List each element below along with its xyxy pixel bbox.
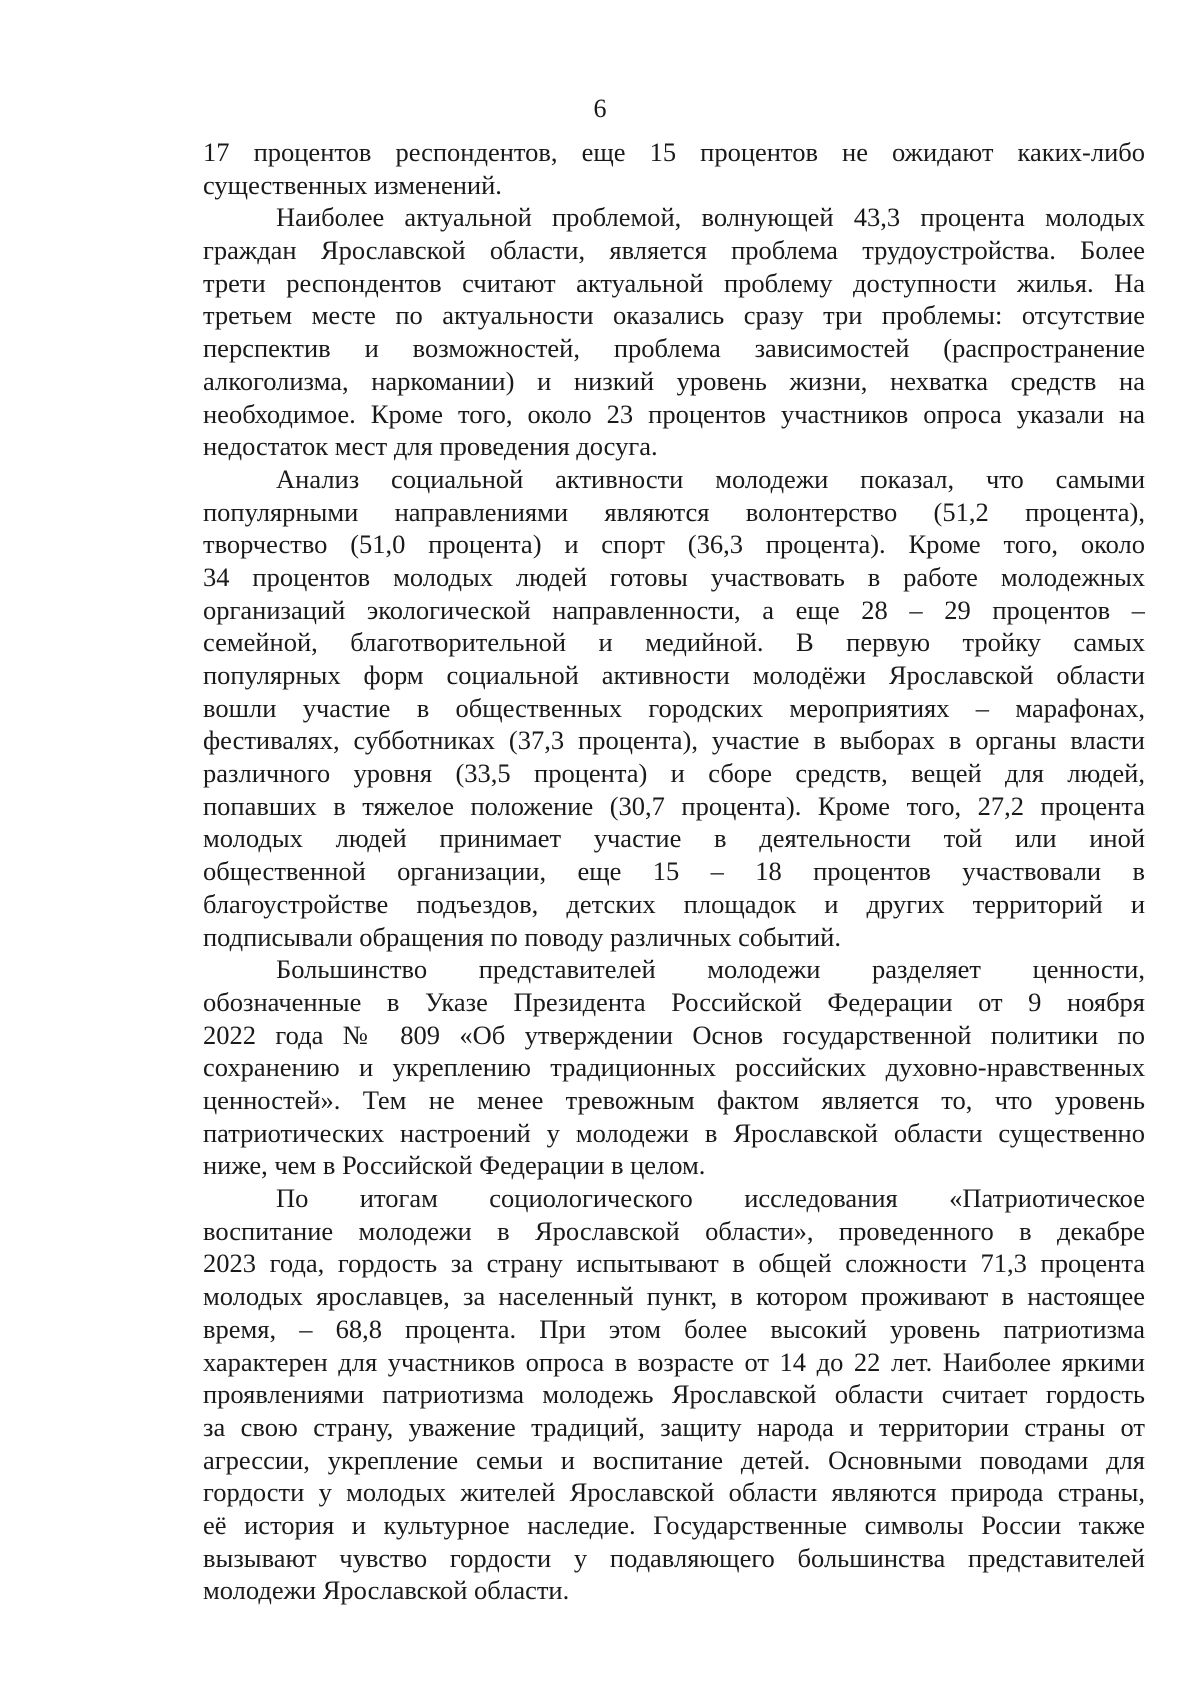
- text-line: воспитание молодежи в Ярославской области», проведенного в декабре: [203, 1215, 1145, 1246]
- text-line: 17 процентов респондентов, еще 15 процентов не ожидают каких-либо: [203, 137, 1145, 167]
- text-line: недостаток мест для проведения досуга.: [203, 431, 658, 462]
- text-line: перспектив и возможностей, проблема зависимостей (распространение: [203, 333, 1145, 364]
- text-line: проявлениями патриотизма молодежь Ярославской области считает гордость: [203, 1379, 1145, 1410]
- text-line: молодых людей принимает участие в деятельности той или иной: [203, 823, 1145, 854]
- text-line: необходимое. Кроме того, около 23 процентов участников опроса указали на: [203, 398, 1145, 429]
- text-line: фестивалях, субботниках (37,3 процента), участие в выборах в органы власти: [203, 725, 1145, 756]
- text-line: её история и культурное наследие. Государственные символы России также: [203, 1509, 1145, 1540]
- text-line: обозначенные в Указе Президента Российской Федерации от 9 ноября: [203, 986, 1145, 1017]
- text-line: творчество (51,0 процента) и спорт (36,3 процента). Кроме того, около: [203, 529, 1145, 560]
- text-line: вошли участие в общественных городских мероприятиях – марафонах,: [203, 692, 1145, 723]
- text-line: 34 процентов молодых людей готовы участвовать в работе молодежных: [203, 561, 1145, 592]
- text-line: организаций экологической направленности, а еще 28 – 29 процентов –: [203, 594, 1145, 625]
- text-line: время, – 68,8 процента. При этом более высокий уровень патриотизма: [203, 1313, 1145, 1344]
- text-line: попавших в тяжелое положение (30,7 процента). Кроме того, 27,2 процента: [203, 790, 1145, 821]
- text-line: благоустройстве подъездов, детских площадок и других территорий и: [203, 888, 1145, 919]
- text-line: подписывали обращения по поводу различных событий.: [203, 921, 841, 952]
- text-line: Большинство представителей молодежи разделяет ценности,: [276, 954, 1145, 985]
- paragraph-2: [203, 201, 1145, 463]
- text-line: молодых ярославцев, за населенный пункт, в котором проживают в настоящее: [203, 1281, 1145, 1312]
- paragraph-5: [203, 1182, 1145, 1607]
- text-line: Наиболее актуальной проблемой, волнующей 43,3 процента молодых: [276, 202, 1145, 233]
- page-number: 6: [593, 94, 607, 123]
- text-line: третьем месте по актуальности оказались сразу три проблемы: отсутствие: [203, 300, 1145, 331]
- text-line: граждан Ярославской области, является проблема трудоустройства. Более: [203, 235, 1145, 266]
- text-line: сохранению и укреплению традиционных российских духовно-нравственных: [203, 1052, 1145, 1083]
- text-line: гордости у молодых жителей Ярославской области являются природа страны,: [203, 1477, 1145, 1508]
- text-line: молодежи Ярославской области.: [203, 1575, 570, 1606]
- text-line: общественной организации, еще 15 – 18 процентов участвовали в: [203, 856, 1145, 887]
- text-line: ниже, чем в Российской Федерации в целом.: [203, 1150, 706, 1181]
- document-body: [203, 136, 1145, 1607]
- text-line: семейной, благотворительной и медийной. В первую тройку самых: [203, 627, 1145, 658]
- text-line: популярными направлениями являются волонтерство (51,2 процента),: [203, 496, 1145, 527]
- paragraph-4: [203, 953, 1145, 1182]
- paragraph-3: [203, 463, 1145, 953]
- text-line: ценностей». Тем не менее тревожным фактом является то, что уровень: [203, 1084, 1145, 1115]
- text-line: трети респондентов считают актуальной проблему доступности жилья. На: [203, 267, 1145, 298]
- text-line: 2022 года № 809 «Об утверждении Основ государственной политики по: [203, 1019, 1145, 1050]
- text-line: популярных форм социальной активности молодёжи Ярославской области: [203, 660, 1145, 691]
- text-line: патриотических настроений у молодежи в Ярославской области существенно: [203, 1117, 1145, 1148]
- text-line: алкоголизма, наркомании) и низкий уровень жизни, нехватка средств на: [203, 365, 1145, 396]
- text-line: агрессии, укрепление семьи и воспитание детей. Основными поводами для: [203, 1444, 1145, 1475]
- text-line: 2023 года, гордость за страну испытывают в общей сложности 71,3 процента: [203, 1248, 1145, 1279]
- text-line: за свою страну, уважение традиций, защиту народа и территории страны от: [203, 1411, 1145, 1442]
- text-line: вызывают чувство гордости у подавляющего большинства представителей: [203, 1542, 1145, 1573]
- paragraph-1: [203, 136, 1145, 201]
- text-line: Анализ социальной активности молодежи показал, что самыми: [276, 463, 1145, 494]
- text-line: существенных изменений.: [203, 169, 502, 200]
- text-line: По итогам социологического исследования «Патриотическое: [276, 1183, 1145, 1214]
- text-line: характерен для участников опроса в возрасте от 14 до 22 лет. Наиболее яркими: [203, 1346, 1145, 1377]
- text-line: различного уровня (33,5 процента) и сборе средств, вещей для людей,: [203, 758, 1145, 789]
